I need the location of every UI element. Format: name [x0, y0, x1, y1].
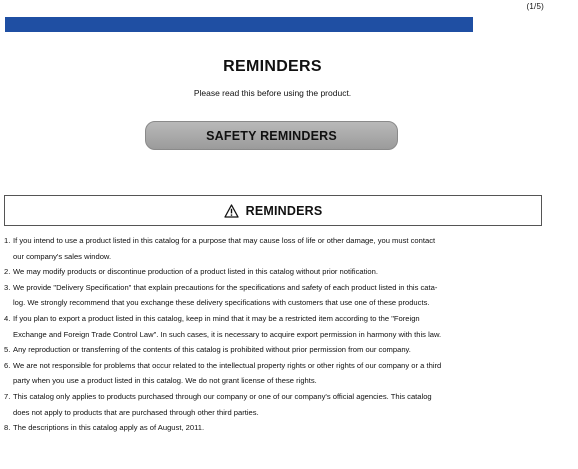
page-title: REMINDERS: [223, 58, 322, 75]
page-subtitle: Please read this before using the product.: [193, 88, 352, 98]
reminder-item-text: We provide "Delivery Specification" that explain precautions for the specifications and safety of each product listed in this cata-: [13, 282, 438, 292]
reminder-item: [4, 420, 554, 436]
reminder-item-text: If you plan to export a product listed in this catalog, keep in mind that it may be a restricted item according to the "Foreign: [13, 313, 420, 323]
reminders-box-label: REMINDERS: [245, 203, 323, 218]
warning-triangle-icon: [224, 204, 239, 218]
page-number: (1/5): [526, 2, 544, 11]
reminder-item-text: log. We strongly recommend that you exchange these delivery specifications with customers that use one of these products.: [13, 298, 430, 308]
reminder-item: [4, 280, 554, 311]
reminder-item-number: 7.: [4, 391, 11, 401]
reminder-item: [4, 389, 554, 420]
reminder-item-number: 5.: [4, 345, 11, 355]
reminder-item-text: This catalog only applies to products purchased through our company or one of our company's official agencies. This catalog: [13, 391, 432, 401]
reminder-item-text: If you intend to use a product listed in this catalog for a purpose that may cause loss of life or other damage, you must contact: [13, 236, 436, 245]
reminder-item-number: 4.: [4, 313, 11, 323]
reminder-item-text: We may modify products or discontinue production of a product listed in this catalog without prior notification.: [13, 267, 378, 277]
reminder-item: [4, 311, 554, 342]
header-bar: [5, 17, 473, 32]
reminder-item-number: 3.: [4, 282, 11, 292]
reminder-item: [4, 358, 554, 389]
reminder-item-text: We are not responsible for problems that occur related to the intellectual property rights or other rights of our company or a third: [13, 360, 442, 370]
reminder-item-number: 8.: [4, 423, 11, 433]
reminder-item-text: our company's sales window.: [13, 251, 112, 261]
reminder-item-number: 1.: [4, 236, 11, 245]
reminder-item-text: Exchange and Foreign Trade Control Law". In such cases, it is necessary to acquire export permission in harmony with this law.: [13, 329, 442, 339]
reminders-list: [4, 233, 554, 436]
reminder-item: [4, 342, 554, 358]
reminder-item: [4, 233, 554, 264]
safety-reminders-label: SAFETY REMINDERS: [206, 128, 337, 143]
reminder-item-text: Any reproduction or transferring of the contents of this catalog is prohibited without prior permission from our company.: [13, 345, 411, 355]
reminder-item-text: does not apply to products that are purchased through other third parties.: [13, 407, 259, 417]
reminder-item-text: party when you use a product listed in this catalog. We do not grant license of these rights.: [13, 376, 317, 386]
reminder-item-number: 2.: [4, 267, 11, 277]
reminder-item-number: 6.: [4, 360, 11, 370]
reminders-heading-box: [4, 195, 542, 226]
reminder-item: [4, 264, 554, 280]
safety-reminders-button[interactable]: [145, 121, 398, 150]
reminder-item-text: The descriptions in this catalog apply as of August, 2011.: [13, 423, 205, 433]
